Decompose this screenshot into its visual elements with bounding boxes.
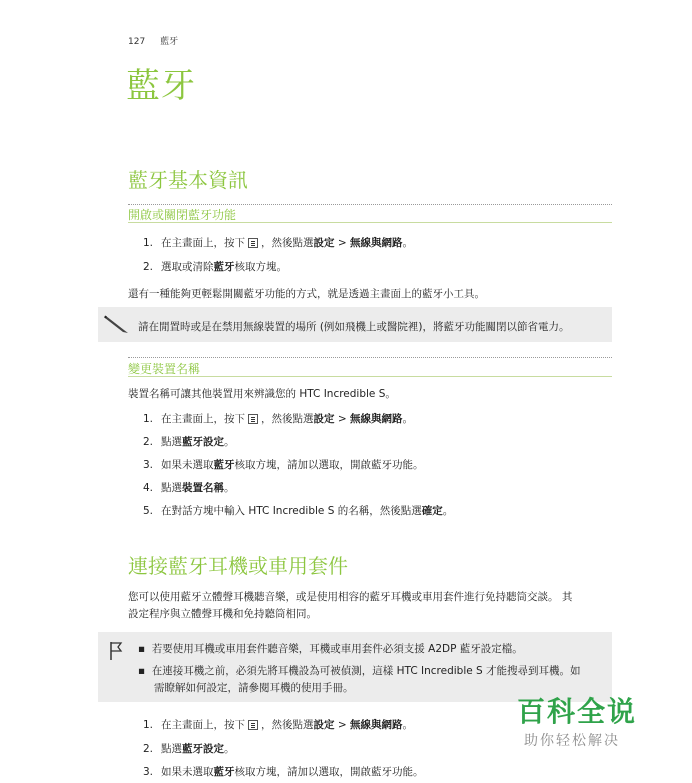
divider	[128, 376, 612, 377]
section-title-headset: 連接藍牙耳機或車用套件	[128, 554, 348, 578]
watermark-logo: 百科全说	[517, 695, 638, 728]
step-item: 2. 點選藍牙設定。	[143, 436, 235, 448]
divider	[128, 357, 612, 358]
divider	[128, 222, 612, 223]
flag-icon	[108, 641, 124, 661]
note-box	[98, 307, 612, 342]
paragraph-rename-intro: 裝置名稱可讓其他裝置用來辨識您的 HTC Incredible S。	[128, 388, 396, 400]
subsection-title-rename: 變更裝置名稱	[128, 362, 201, 376]
menu-key-icon	[248, 414, 258, 424]
divider	[128, 204, 612, 205]
page-header	[128, 34, 178, 47]
chapter-title: 藍牙	[126, 66, 196, 106]
step-item: 1. 在主畫面上，按下 ，然後點選設定 > 無線與網路。	[143, 719, 413, 731]
tip-bullet: ▪ 在連接耳機之前，必須先將耳機設為可被偵測，這樣 HTC Incredible S 才能搜尋到耳機。如	[138, 665, 581, 677]
paragraph-headset-intro-cont: 設定程序與立體聲耳機和免持聽筒相同。	[128, 608, 317, 620]
tip-bullet-cont: 需瞭解如何設定，請參閱耳機的使用手冊。	[154, 682, 354, 694]
section-title-bluetooth-basics: 藍牙基本資訊	[128, 168, 248, 192]
paragraph-headset-intro: 您可以使用藍牙立體聲耳機聽音樂，或是使用相容的藍牙耳機或車用套件進行免持聽筒交談。 其	[128, 591, 573, 603]
step-item: 2. 選取或清除藍牙核取方塊。	[143, 261, 287, 273]
step-item: 1. 在主畫面上，按下 ，然後點選設定 > 無線與網路。	[143, 237, 413, 249]
menu-key-icon	[248, 238, 258, 248]
tip-bullet: ▪ 若要使用耳機或車用套件聽音樂，耳機或車用套件必須支援 A2DP 藍牙設定檔。	[138, 643, 523, 655]
step-item: 4. 點選裝置名稱。	[143, 482, 235, 494]
subsection-title-toggle: 開啟或關閉藍牙功能	[128, 208, 237, 222]
step-item: 3. 如果未選取藍牙核取方塊，請加以選取，開啟藍牙功能。	[143, 766, 424, 778]
pencil-icon	[104, 313, 130, 335]
paragraph-widget-tip: 還有一種能夠更輕鬆開關藍牙功能的方式，就是透過主畫面上的藍牙小工具。	[128, 288, 485, 300]
step-item: 1. 在主畫面上，按下 ，然後點選設定 > 無線與網路。	[143, 413, 413, 425]
step-item: 5. 在對話方塊中輸入 HTC Incredible S 的名稱，然後點選確定。	[143, 505, 454, 517]
header-section: 藍牙	[160, 37, 179, 47]
step-item: 3. 如果未選取藍牙核取方塊，請加以選取，開啟藍牙功能。	[143, 459, 424, 471]
menu-key-icon	[248, 720, 258, 730]
watermark-slogan: 助你轻松解决	[524, 733, 620, 749]
page-number: 127	[128, 37, 146, 47]
step-item: 2. 點選藍牙設定。	[143, 743, 235, 755]
note-text: 請在閒置時或是在禁用無線裝置的場所 (例如飛機上或醫院裡)，將藍牙功能關閉以節省電力。	[138, 321, 570, 333]
